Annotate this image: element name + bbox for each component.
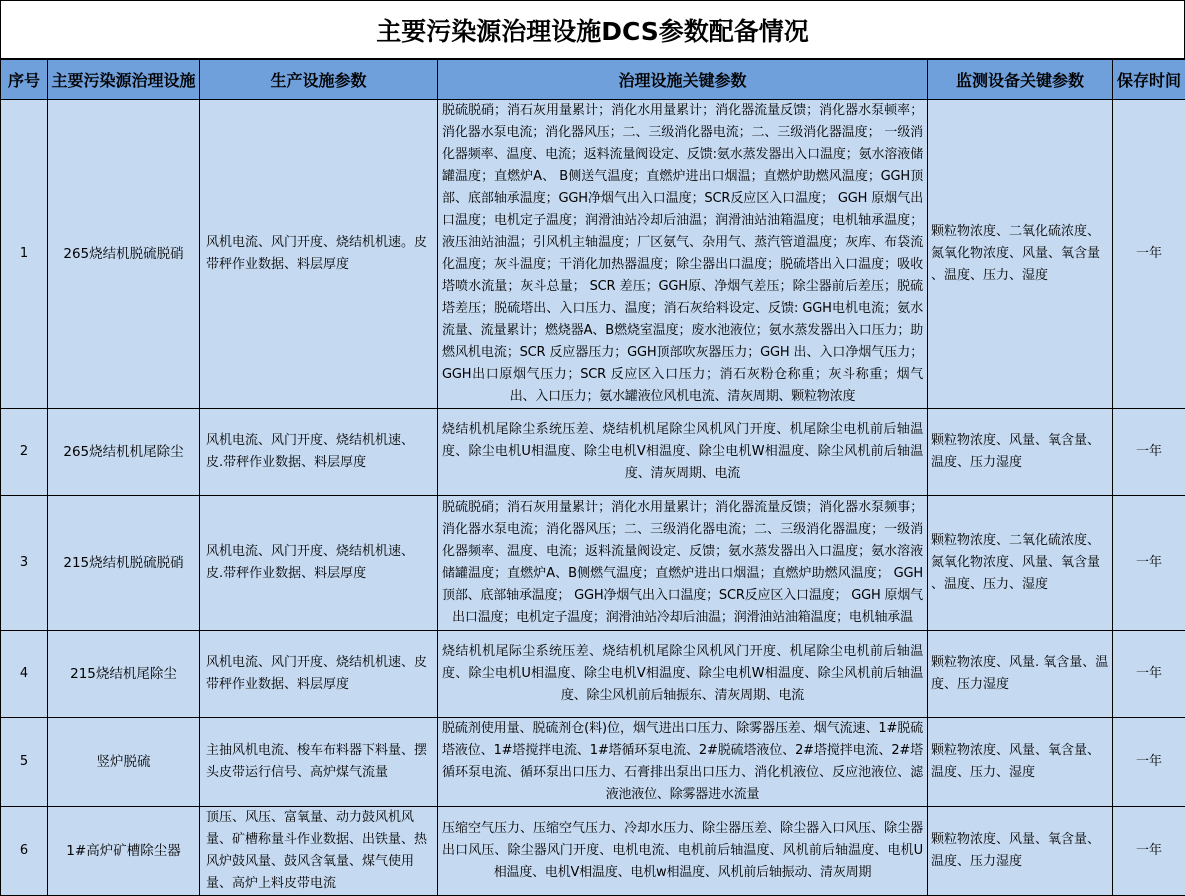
- row-treatment-params: 脱硫脱硝；消石灰用量累计；消化水用量累计；消化器流量反馈；消化器水泵频事；消化器水泵电流；消化器风压；二、三级消化器电流；二、三级消化器温度；一级消化器频率、温度、电流；返料流量阀设定、反馈；氨水蒸发器出入口温度；氨水溶液储罐温度；直燃炉A、B侧燃气温度；直燃炉进出口烟温；直燃炉助燃风温度； GGH顶部、底部轴承温度； GGH净烟气出入口温度；SCR反应区入口温度； GGH 原烟气出口温度；电机定子温度；润滑油站冷却后油温；润滑油站油箱温度；电机轴承温: [438, 496, 928, 631]
- table-row: [1, 718, 1185, 807]
- row-retention: 一年: [1113, 409, 1185, 496]
- row-seq: 2: [1, 409, 48, 496]
- row-retention: 一年: [1113, 496, 1185, 631]
- header-production: 生产设施参数: [200, 60, 438, 100]
- row-monitoring-params: [928, 631, 1113, 718]
- monitoring-line: 颗粒物浓度、二氧化硫浓度、: [931, 530, 1109, 552]
- row-seq: 3: [1, 496, 48, 631]
- parameter-table: [0, 59, 1185, 896]
- header-facility: 主要污染源治理设施: [48, 60, 200, 100]
- row-seq: 6: [1, 807, 48, 896]
- row-monitoring-params: [928, 718, 1113, 807]
- row-retention: 一年: [1113, 631, 1185, 718]
- row-monitoring-params: [928, 409, 1113, 496]
- row-treatment-params: 烧结机机尾际尘系统压差、烧结机机尾除尘风机风门开度、机尾除尘电机前后轴温度、除尘电机U相温度、除尘电机V相温度、除尘电机W相温度、除尘风机前后轴温度、除尘风机前后轴振东、清灰周期、电流: [438, 631, 928, 718]
- monitoring-line: 度、压力湿度: [931, 674, 1109, 696]
- monitoring-line: 温度、压力湿度: [931, 851, 1109, 873]
- row-facility: 215烧结机脱硫脱硝: [48, 496, 200, 631]
- table-row: [1, 631, 1185, 718]
- row-production-params: 风机电流、风门开度、烧结机机速、皮带秤作业数据、料层厚度: [200, 631, 438, 718]
- monitoring-line: 颗粒物浓度、风量、氧含量、: [931, 430, 1109, 452]
- row-treatment-params: 烧结机机尾除尘系统压差、烧结机机尾除尘风机风门开度、机尾除尘电机前后轴温度、除尘电机U相温度、除尘电机V相温度、除尘电机W相温度、除尘风机前后轴温度、清灰周期、电流: [438, 409, 928, 496]
- row-production-params: 主抽风机电流、梭车布料器下料量、摆头皮带运行信号、高炉煤气流量: [200, 718, 438, 807]
- row-seq: 5: [1, 718, 48, 807]
- table-row: [1, 807, 1185, 896]
- row-production-params: 风机电流、风门开度、烧结机机速、皮.带秤作业数据、料层厚度: [200, 409, 438, 496]
- header-seq: 序号: [1, 60, 48, 100]
- monitoring-line: 、温度、压力、湿度: [931, 574, 1109, 596]
- row-seq: 1: [1, 100, 48, 409]
- row-treatment-params: 压缩空气压力、压缩空气压力、冷却水压力、除尘器压差、除尘器入口风压、除尘器出口风压、除尘器风门开度、电机电流、电机前后轴温度、风机前后轴温度、电机U相温度、电机V相温度、电机w相温度、风机前后轴振动、清灰周期: [438, 807, 928, 896]
- row-production-params: 风机电流、风门开度、烧结机机速、皮.带秤作业数据、料层厚度: [200, 496, 438, 631]
- row-treatment-params: 脱硫脱硝；消石灰用量累计；消化水用量累计；消化器流量反馈；消化器水泵顿率；消化器水泵电流；消化器风压；二、三级消化器电流；二、三级消化器温度； 一级消化器频率、温度、电流；返料流量阀设定、反馈:氨水蒸发器出入口温度；氨水溶液储罐温度；直燃炉A、 B侧送气温度；直燃炉进出口烟温；直燃炉助燃风温度；GGH顶部、底部轴承温度；GGH净烟气出入口温度；SCR反应区入口温度； GGH 原烟气出口温度；电机定子温度；润滑油站冷却后油温；润滑油站油箱温度；电机轴承温度；液压油站油温；引风机主轴温度；厂区氨气、杂用气、蒸汽管道温度；灰库、布袋流化温度；灰斗温度；干消化加热器温度；除尘器出口温度；脱硫塔出入口温度；吸收塔喷水流量；灰斗总量； SCR 差压；GGH原、净烟气差压；除尘器前后差压；脱硫塔差压；脱硫塔出、入口压力、温度；消石灰给料设定、反馈: GGH电机电流；氨水流量、流量累计；燃烧器A、B燃烧室温度；废水池液位；氨水蒸发器出入口压力；助燃风机电流；SCR 反应器压力；GGH顶部吹灰器压力；GGH 出、入口净烟气压力；GGH出口原烟气压力；SCR 反应区入口压力；消石灰粉仓称重；灰斗称重；烟气出、入口压力；氨水罐液位风机电流、清灰周期、颗粒物浓度: [438, 100, 928, 409]
- row-production-params: 顶压、风压、富氧量、动力鼓风机风量、矿槽称量斗作业数据、出铁量、热风炉鼓风量、鼓风含氧量、煤气使用量、高炉上料皮带电流: [200, 807, 438, 896]
- table-row: [1, 496, 1185, 631]
- monitoring-line: 氮氧化物浓度、风量、氧含量: [931, 552, 1109, 574]
- row-monitoring-params: [928, 807, 1113, 896]
- row-facility: 265烧结机机尾除尘: [48, 409, 200, 496]
- row-treatment-params: 脱硫剂使用量、脱硫剂仓(料)位，烟气进出口压力、除雾器压差、烟气流速、1#脱硫塔液位、1#塔搅拌电流、1#塔循环泵电流、2#脱硫塔液位、2#塔搅拌电流、2#塔循环泵电流、循环泵出口压力、石膏排出泵出口压力、消化机液位、反应池液位、滤液池液位、除雾器进水流量: [438, 718, 928, 807]
- row-retention: 一年: [1113, 807, 1185, 896]
- row-facility: 215烧结机尾除尘: [48, 631, 200, 718]
- row-facility: 265烧结机脱硫脱硝: [48, 100, 200, 409]
- monitoring-line: 颗粒物浓度、风量、氧含量、: [931, 829, 1109, 851]
- table-row: [1, 409, 1185, 496]
- monitoring-line: 温度、压力湿度: [931, 452, 1109, 474]
- row-facility: 竖炉脱硫: [48, 718, 200, 807]
- monitoring-line: 颗粒物浓度、二氧化硫浓度、: [931, 221, 1109, 243]
- row-monitoring-params: [928, 496, 1113, 631]
- row-seq: 4: [1, 631, 48, 718]
- table-row: [1, 100, 1185, 409]
- header-retention: 保存时间: [1113, 60, 1185, 100]
- row-production-params: 风机电流、风门开度、烧结机机速。皮带秤作业数据、料层厚度: [200, 100, 438, 409]
- row-facility: 1#高炉矿槽除尘器: [48, 807, 200, 896]
- header-treatment: 治理设施关键参数: [438, 60, 928, 100]
- header-monitoring: 监测设备关键参数: [928, 60, 1113, 100]
- monitoring-line: 温度、压力、湿度: [931, 762, 1109, 784]
- monitoring-line: 颗粒物浓度、风量、氧含量、: [931, 740, 1109, 762]
- row-monitoring-params: [928, 100, 1113, 409]
- monitoring-line: 、温度、压力、湿度: [931, 265, 1109, 287]
- page-title: 主要污染源治理设施DCS参数配备情况: [0, 0, 1185, 59]
- table-header-row: [1, 60, 1185, 100]
- row-retention: 一年: [1113, 718, 1185, 807]
- monitoring-line: 氮氧化物浓度、风量、氧含量: [931, 243, 1109, 265]
- row-retention: 一年: [1113, 100, 1185, 409]
- monitoring-line: 颗粒物浓度、风量. 氧含量、温: [931, 652, 1109, 674]
